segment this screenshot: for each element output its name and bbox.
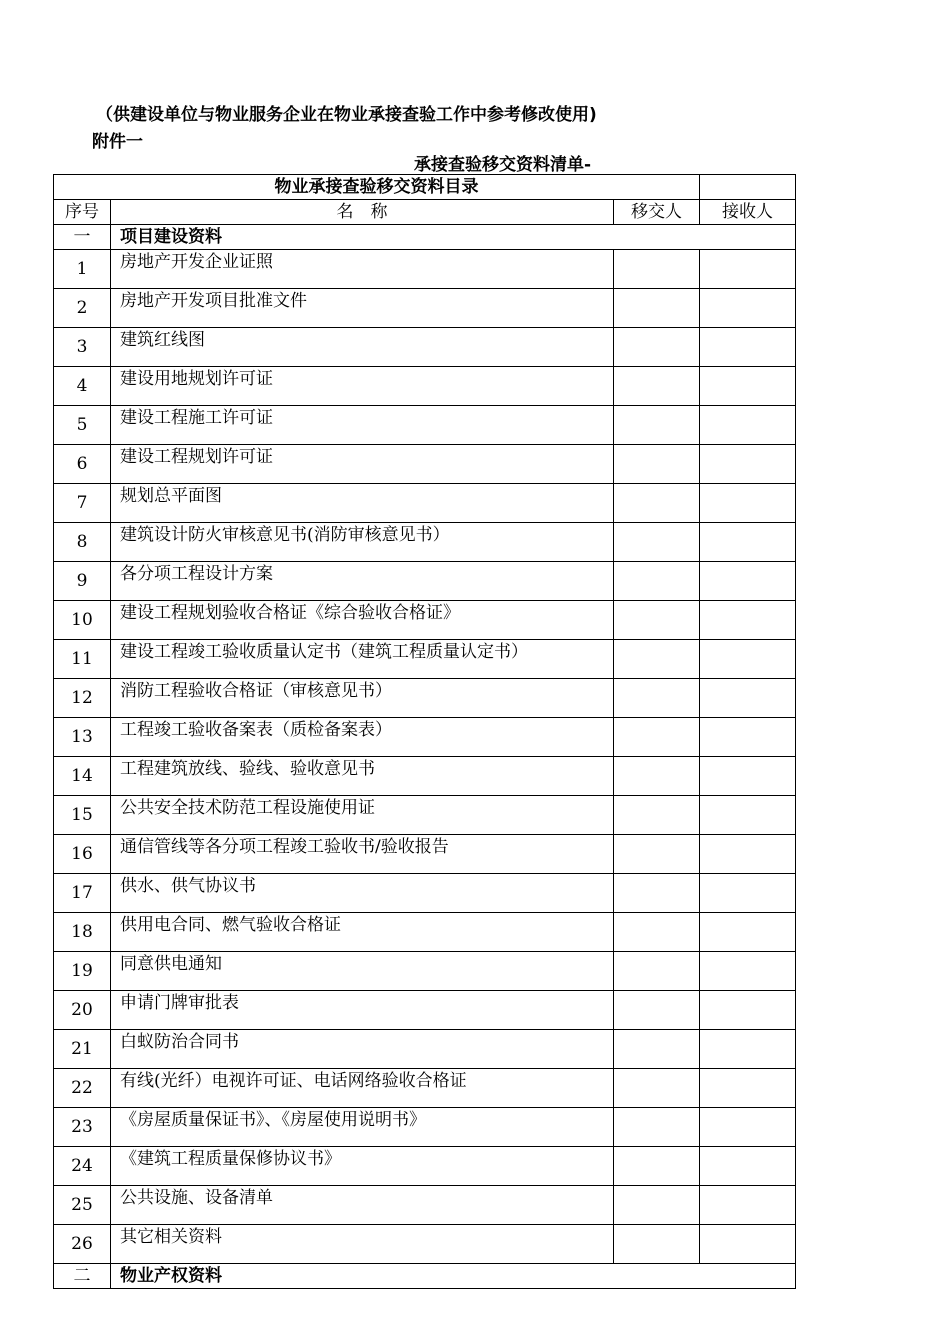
handover-signature-cell[interactable] xyxy=(614,406,700,445)
handover-signature-cell[interactable] xyxy=(614,484,700,523)
table-row xyxy=(54,874,796,913)
table-row xyxy=(54,523,796,562)
section-no: 二 xyxy=(54,1264,111,1289)
row-no: 3 xyxy=(54,328,111,367)
handover-signature-cell[interactable] xyxy=(614,835,700,874)
table-row xyxy=(54,1186,796,1225)
table-row xyxy=(54,952,796,991)
row-name: 建筑设计防火审核意见书(消防审核意见书） xyxy=(111,523,614,562)
row-no: 13 xyxy=(54,718,111,757)
row-name: 建筑红线图 xyxy=(111,328,614,367)
handover-signature-cell[interactable] xyxy=(614,913,700,952)
handover-signature-cell[interactable] xyxy=(614,523,700,562)
handover-signature-cell[interactable] xyxy=(614,1108,700,1147)
row-no: 8 xyxy=(54,523,111,562)
table-row xyxy=(54,1147,796,1186)
handover-signature-cell[interactable] xyxy=(614,757,700,796)
row-no: 20 xyxy=(54,991,111,1030)
receiver-signature-cell[interactable] xyxy=(700,835,796,874)
row-no: 12 xyxy=(54,679,111,718)
row-no: 18 xyxy=(54,913,111,952)
table-row xyxy=(54,289,796,328)
receiver-signature-cell[interactable] xyxy=(700,367,796,406)
receiver-signature-cell[interactable] xyxy=(700,484,796,523)
row-name: 其它相关资料 xyxy=(111,1225,614,1264)
row-name: 建设用地规划许可证 xyxy=(111,367,614,406)
table-row xyxy=(54,250,796,289)
receiver-signature-cell[interactable] xyxy=(700,406,796,445)
row-name: 公共设施、设备清单 xyxy=(111,1186,614,1225)
receiver-signature-cell[interactable] xyxy=(700,1069,796,1108)
row-no: 6 xyxy=(54,445,111,484)
handover-signature-cell[interactable] xyxy=(614,640,700,679)
table-row xyxy=(54,757,796,796)
row-no: 9 xyxy=(54,562,111,601)
handover-signature-cell[interactable] xyxy=(614,562,700,601)
handover-signature-cell[interactable] xyxy=(614,796,700,835)
row-no: 19 xyxy=(54,952,111,991)
row-name: 供用电合同、燃气验收合格证 xyxy=(111,913,614,952)
handover-signature-cell[interactable] xyxy=(614,289,700,328)
row-no: 4 xyxy=(54,367,111,406)
row-no: 22 xyxy=(54,1069,111,1108)
receiver-signature-cell[interactable] xyxy=(700,1147,796,1186)
row-name: 《房屋质量保证书》、《房屋使用说明书》 xyxy=(111,1108,614,1147)
receiver-signature-cell[interactable] xyxy=(700,1186,796,1225)
table-row xyxy=(54,445,796,484)
row-name: 建设工程规划验收合格证《综合验收合格证》 xyxy=(111,601,614,640)
row-no: 2 xyxy=(54,289,111,328)
handover-signature-cell[interactable] xyxy=(614,445,700,484)
table-row xyxy=(54,679,796,718)
receiver-signature-cell[interactable] xyxy=(700,445,796,484)
row-name: 房地产开发企业证照 xyxy=(111,250,614,289)
row-no: 24 xyxy=(54,1147,111,1186)
handover-signature-cell[interactable] xyxy=(614,1147,700,1186)
handover-signature-cell[interactable] xyxy=(614,952,700,991)
handover-signature-cell[interactable] xyxy=(614,1225,700,1264)
handover-signature-cell[interactable] xyxy=(614,250,700,289)
row-name: 规划总平面图 xyxy=(111,484,614,523)
receiver-signature-cell[interactable] xyxy=(700,1225,796,1264)
row-name: 房地产开发项目批准文件 xyxy=(111,289,614,328)
receiver-signature-cell[interactable] xyxy=(700,796,796,835)
table-row xyxy=(54,835,796,874)
row-no: 10 xyxy=(54,601,111,640)
row-no: 21 xyxy=(54,1030,111,1069)
handover-signature-cell[interactable] xyxy=(614,679,700,718)
row-no: 5 xyxy=(54,406,111,445)
row-name: 有线(光纤）电视许可证、电话网络验收合格证 xyxy=(111,1069,614,1108)
row-name: 同意供电通知 xyxy=(111,952,614,991)
handover-signature-cell[interactable] xyxy=(614,601,700,640)
table-header-row xyxy=(54,200,796,225)
section-name: 项目建设资料 xyxy=(111,225,796,250)
receiver-signature-cell[interactable] xyxy=(700,757,796,796)
section-no: 一 xyxy=(54,225,111,250)
handover-signature-cell[interactable] xyxy=(614,718,700,757)
attachment-label: 附件一 xyxy=(92,132,143,152)
row-name: 通信管线等各分项工程竣工验收书/验收报告 xyxy=(111,835,614,874)
handover-signature-cell[interactable] xyxy=(614,1186,700,1225)
row-no: 14 xyxy=(54,757,111,796)
row-name: 建设工程施工许可证 xyxy=(111,406,614,445)
handover-signature-cell[interactable] xyxy=(614,991,700,1030)
usage-note: （供建设单位与物业服务企业在物业承接查验工作中参考修改使用) xyxy=(96,105,597,125)
col-header-name: 名 称 xyxy=(111,200,614,225)
receiver-signature-cell[interactable] xyxy=(700,1108,796,1147)
row-no: 25 xyxy=(54,1186,111,1225)
table-row xyxy=(54,484,796,523)
row-name: 建设工程规划许可证 xyxy=(111,445,614,484)
table-row xyxy=(54,1225,796,1264)
document-title xyxy=(338,150,591,175)
col-header-receiver: 接收人 xyxy=(700,200,796,225)
receiver-signature-cell[interactable] xyxy=(700,250,796,289)
receiver-signature-cell[interactable] xyxy=(700,679,796,718)
table-row xyxy=(54,1030,796,1069)
table-row xyxy=(54,913,796,952)
table-row xyxy=(54,796,796,835)
row-no: 26 xyxy=(54,1225,111,1264)
row-no: 23 xyxy=(54,1108,111,1147)
table-row xyxy=(54,1108,796,1147)
table-row xyxy=(54,562,796,601)
receiver-signature-cell[interactable] xyxy=(700,328,796,367)
row-name: 《建筑工程质量保修协议书》 xyxy=(111,1147,614,1186)
section-row-property xyxy=(54,1264,796,1289)
row-name: 各分项工程设计方案 xyxy=(111,562,614,601)
row-name: 建设工程竣工验收质量认定书（建筑工程质量认定书） xyxy=(111,640,614,679)
section-name: 物业产权资料 xyxy=(111,1264,796,1289)
row-name: 工程建筑放线、验线、验收意见书 xyxy=(111,757,614,796)
table-row xyxy=(54,367,796,406)
handover-signature-cell[interactable] xyxy=(614,367,700,406)
row-name: 工程竣工验收备案表（质检备案表） xyxy=(111,718,614,757)
row-no: 1 xyxy=(54,250,111,289)
handover-signature-cell[interactable] xyxy=(614,874,700,913)
row-name: 白蚁防治合同书 xyxy=(111,1030,614,1069)
handover-signature-cell[interactable] xyxy=(614,1030,700,1069)
handover-signature-cell[interactable] xyxy=(614,1069,700,1108)
receiver-signature-cell[interactable] xyxy=(700,640,796,679)
receiver-signature-cell[interactable] xyxy=(700,601,796,640)
section-row-project xyxy=(54,225,796,250)
row-no: 15 xyxy=(54,796,111,835)
title-blank-line xyxy=(338,157,414,175)
row-no: 17 xyxy=(54,874,111,913)
row-no: 11 xyxy=(54,640,111,679)
receiver-signature-cell[interactable] xyxy=(700,874,796,913)
receiver-signature-cell[interactable] xyxy=(700,991,796,1030)
handover-signature-cell[interactable] xyxy=(614,328,700,367)
table-row xyxy=(54,640,796,679)
table-caption-row xyxy=(54,175,796,200)
table-row xyxy=(54,406,796,445)
receiver-signature-cell[interactable] xyxy=(700,913,796,952)
row-name: 申请门牌审批表 xyxy=(111,991,614,1030)
table-caption: 物业承接查验移交资料目录 xyxy=(54,175,700,200)
receiver-signature-cell[interactable] xyxy=(700,289,796,328)
caption-empty-cell xyxy=(700,175,796,200)
col-header-handover: 移交人 xyxy=(614,200,700,225)
row-name: 消防工程验收合格证（审核意见书） xyxy=(111,679,614,718)
receiver-signature-cell[interactable] xyxy=(700,952,796,991)
row-name: 供水、供气协议书 xyxy=(111,874,614,913)
table-row xyxy=(54,601,796,640)
receiver-signature-cell[interactable] xyxy=(700,523,796,562)
row-no: 7 xyxy=(54,484,111,523)
row-no: 16 xyxy=(54,835,111,874)
receiver-signature-cell[interactable] xyxy=(700,562,796,601)
table-row xyxy=(54,718,796,757)
receiver-signature-cell[interactable] xyxy=(700,1030,796,1069)
table-row xyxy=(54,328,796,367)
table-row xyxy=(54,1069,796,1108)
row-name: 公共安全技术防范工程设施使用证 xyxy=(111,796,614,835)
col-header-no: 序号 xyxy=(54,200,111,225)
document-title-text: 承接查验移交资料清单- xyxy=(414,155,592,175)
receiver-signature-cell[interactable] xyxy=(700,718,796,757)
table-row xyxy=(54,991,796,1030)
handover-list-table xyxy=(53,174,796,1289)
